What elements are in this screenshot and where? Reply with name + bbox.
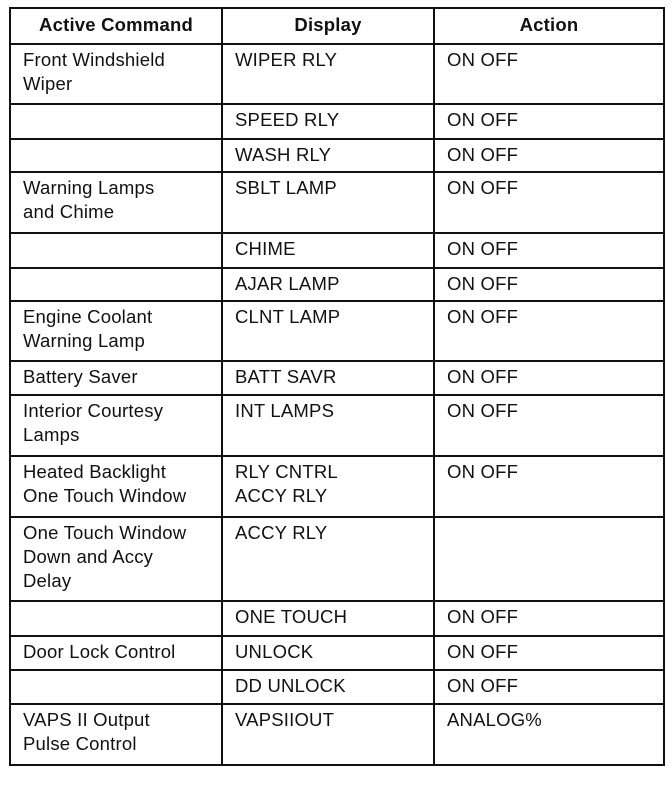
display-cell [222,704,434,765]
display-cell [222,233,434,268]
display-text: CHIME [235,238,296,259]
action-text: ON OFF [447,49,519,70]
display-cell [222,301,434,361]
display-text: VAPSIIOUT [235,709,335,730]
table-row [10,44,664,104]
display-cell [222,636,434,670]
action-cell [434,233,664,268]
table-row [10,456,664,517]
table-row [10,361,664,395]
display-cell [222,139,434,172]
action-cell [434,395,664,456]
active-command-cell [10,268,222,301]
action-cell [434,361,664,395]
active-command-cell [10,636,222,670]
active-command-cell [10,139,222,172]
display-text: WASH RLY [235,144,332,165]
action-cell [434,44,664,104]
action-cell [434,670,664,704]
display-text: SBLT LAMP [235,177,337,198]
header-display: Display [222,8,434,44]
display-text: INT LAMPS [235,400,335,421]
header-row [10,8,664,44]
table-row [10,601,664,636]
display-text: SPEED RLY [235,109,340,130]
action-text: ON OFF [447,366,519,387]
active-command-text: VAPS II Output Pulse Control [23,709,150,754]
action-text: ON OFF [447,306,519,327]
display-text: WIPER RLY [235,49,338,70]
active-command-text: Interior Courtesy Lamps [23,400,164,445]
action-text: ON OFF [447,109,519,130]
table-row [10,670,664,704]
table-row [10,395,664,456]
active-command-text: Engine Coolant Warning Lamp [23,306,153,351]
action-text: ON OFF [447,400,519,421]
table-row [10,301,664,361]
table-row [10,172,664,233]
table-row [10,517,664,601]
display-text: ONE TOUCH [235,606,348,627]
action-cell [434,268,664,301]
action-text: ON OFF [447,461,519,482]
display-text: ACCY RLY [235,522,328,543]
display-text: DD UNLOCK [235,675,346,696]
table-row [10,268,664,301]
table-row [10,704,664,765]
action-text: ON OFF [447,177,519,198]
display-cell [222,268,434,301]
active-command-table [9,7,665,766]
active-command-cell [10,172,222,233]
action-cell [434,517,664,601]
active-command-text: Battery Saver [23,366,138,387]
display-cell [222,601,434,636]
action-cell [434,456,664,517]
action-text: ON OFF [447,238,519,259]
table-row [10,636,664,670]
active-command-cell [10,395,222,456]
active-command-text: Door Lock Control [23,641,176,662]
active-command-cell [10,601,222,636]
header-active-command: Active Command [10,8,222,44]
active-command-cell [10,233,222,268]
display-text: AJAR LAMP [235,273,340,294]
display-cell [222,456,434,517]
display-cell [222,361,434,395]
display-cell [222,172,434,233]
table-row [10,233,664,268]
action-text: ON OFF [447,675,519,696]
action-text: ON OFF [447,641,519,662]
action-text: ON OFF [447,606,519,627]
display-text: BATT SAVR [235,366,337,387]
active-command-cell [10,517,222,601]
active-command-cell [10,301,222,361]
display-cell [222,670,434,704]
display-cell [222,395,434,456]
active-command-text: Heated Backlight One Touch Window [23,461,187,506]
active-command-text: Warning Lamps and Chime [23,177,155,222]
display-cell [222,517,434,601]
active-command-cell [10,670,222,704]
action-cell [434,636,664,670]
action-text: ON OFF [447,273,519,294]
active-command-text: Front Windshield Wiper [23,49,166,94]
active-command-cell [10,104,222,139]
display-cell [222,44,434,104]
action-cell [434,104,664,139]
action-cell [434,172,664,233]
display-text: UNLOCK [235,641,314,662]
table-row [10,139,664,172]
display-text: CLNT LAMP [235,306,341,327]
action-text: ANALOG% [447,709,542,730]
active-command-cell [10,704,222,765]
action-cell [434,301,664,361]
header-action: Action [434,8,664,44]
display-cell [222,104,434,139]
action-text: ON OFF [447,144,519,165]
active-command-text: One Touch Window Down and Accy Delay [23,522,187,591]
action-cell [434,704,664,765]
display-text: RLY CNTRL ACCY RLY [235,461,338,506]
action-cell [434,601,664,636]
table-body [10,44,664,765]
action-cell [434,139,664,172]
active-command-cell [10,361,222,395]
active-command-cell [10,44,222,104]
active-command-cell [10,456,222,517]
table-row [10,104,664,139]
